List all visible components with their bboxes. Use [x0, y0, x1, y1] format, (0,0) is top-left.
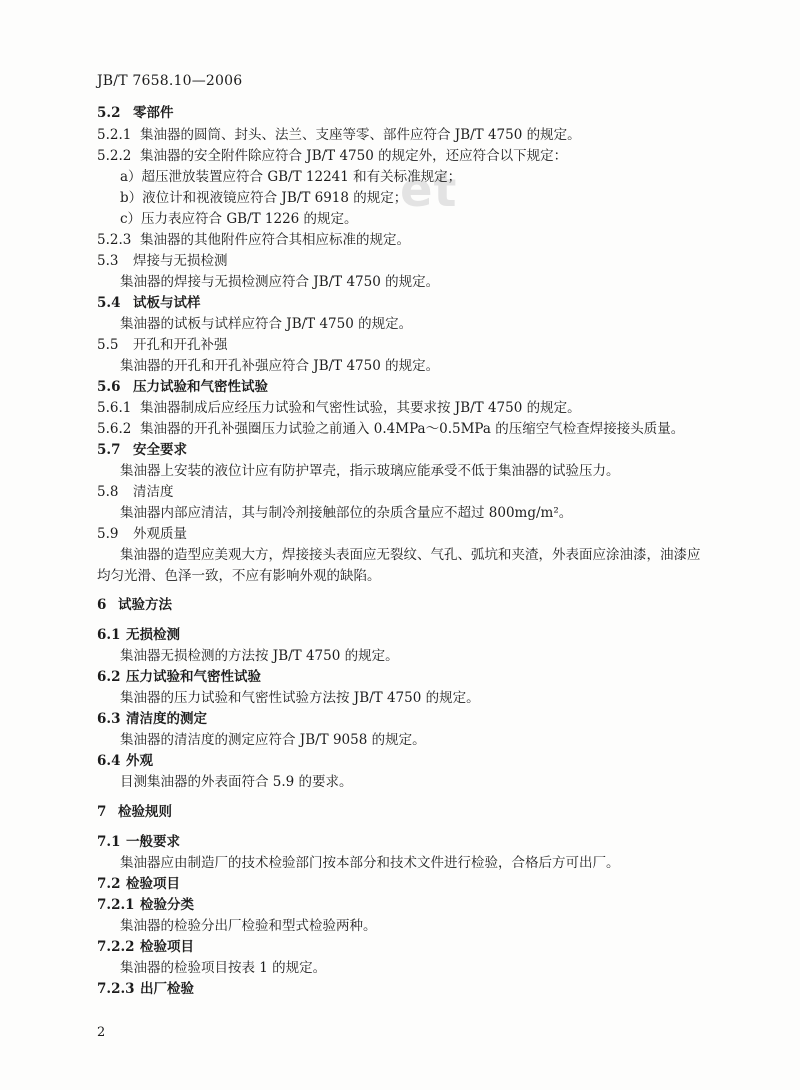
body-text-line: 集油器的压力试验和气密性试验方法按 JB/T 4750 的规定。 [120, 690, 480, 706]
clause-heading-text: 试验方法 [118, 597, 172, 613]
body-text-line: 集油器的清洁度的测定应符合 JB/T 9058 的规定。 [120, 732, 426, 748]
clause-number: 6 [97, 597, 107, 613]
body-text-line: 集油器的开孔和开孔补强应符合 JB/T 4750 的规定。 [120, 358, 440, 374]
page-number: 2 [97, 1025, 106, 1040]
clause-number: 5.6.2 [97, 421, 132, 437]
body-text-line: 集油器的试板与试样应符合 JB/T 4750 的规定。 [120, 316, 413, 332]
clause-number: 7.2.1 [97, 897, 135, 913]
clause-heading-text: 集油器的开孔补强圈压力试验之前通入 0.4MPa～0.5MPa 的压缩空气检查焊接接头质量。 [140, 421, 685, 437]
clause-heading-text: 清洁度的测定 [126, 711, 207, 727]
clause-number: 5.7 [97, 442, 121, 458]
clause-heading-text: 清洁度 [133, 484, 174, 500]
body-text-line: 集油器内部应清洁，其与制冷剂接触部位的杂质含量应不超过 800mg/m²。 [120, 505, 573, 521]
body-text-line: 集油器的造型应美观大方，焊接接头表面应无裂纹、气孔、弧坑和夹渣，外表面应涂油漆，油漆应 [120, 547, 701, 563]
clause-number: 6.1 [97, 627, 121, 643]
clause-heading-text: 无损检测 [126, 627, 180, 643]
clause-number: 5.2 [97, 105, 121, 121]
body-text-line: 集油器的检验分出厂检验和型式检验两种。 [120, 918, 377, 934]
body-text-line: 集油器上安装的液位计应有防护罩壳，指示玻璃应能承受不低于集油器的试验压力。 [120, 463, 620, 479]
clause-heading-text: 零部件 [133, 105, 174, 121]
body-text-line: 集油器无损检测的方法按 JB/T 4750 的规定。 [120, 648, 399, 664]
body-text-line: 集油器的检验项目按表 1 的规定。 [120, 960, 327, 976]
clause-heading-text: 检验项目 [140, 939, 194, 955]
clause-heading-text: 集油器的圆筒、封头、法兰、支座等零、部件应符合 JB/T 4750 的规定。 [140, 127, 581, 143]
clause-number: 5.5 [97, 337, 119, 353]
clause-number: 5.6 [97, 379, 121, 395]
clause-heading-text: 集油器的安全附件除应符合 JB/T 4750 的规定外，还应符合以下规定： [140, 148, 568, 164]
body-text-line: c）压力表应符合 GB/T 1226 的规定。 [120, 211, 358, 227]
clause-heading-text: 压力试验和气密性试验 [126, 669, 261, 685]
clause-heading-text: 检验项目 [126, 876, 180, 892]
body-text-line: 目测集油器的外表面符合 5.9 的要求。 [120, 774, 353, 790]
standard-code-header: JB/T 7658.10—2006 [97, 73, 243, 89]
clause-number: 5.6.1 [97, 400, 132, 416]
body-text-line: 集油器的焊接与无损检测应符合 JB/T 4750 的规定。 [120, 274, 440, 290]
clause-heading-text: 外观 [126, 753, 153, 769]
clause-number: 6.3 [97, 711, 121, 727]
clause-number: 5.8 [97, 484, 119, 500]
clause-number: 5.2.3 [97, 232, 132, 248]
clause-heading-text: 试板与试样 [133, 295, 201, 311]
clause-heading-text: 检验规则 [118, 804, 172, 820]
clause-heading-text: 焊接与无损检测 [133, 253, 228, 269]
clause-heading-text: 开孔和开孔补强 [133, 337, 228, 353]
body-text-line: a）超压泄放装置应符合 GB/T 12241 和有关标准规定； [120, 169, 462, 185]
clause-number: 6.2 [97, 669, 121, 685]
clause-number: 7.2.3 [97, 981, 135, 997]
clause-heading-text: 一般要求 [126, 834, 180, 850]
clause-heading-text: 集油器制成后应经压力试验和气密性试验，其要求按 JB/T 4750 的规定。 [140, 400, 581, 416]
clause-number: 5.3 [97, 253, 119, 269]
clause-number: 7.2.2 [97, 939, 135, 955]
watermark: et [400, 162, 458, 218]
clause-heading-text: 安全要求 [133, 442, 187, 458]
clause-number: 5.9 [97, 526, 119, 542]
body-text-line: 均匀光滑、色泽一致，不应有影响外观的缺陷。 [97, 568, 381, 584]
clause-heading-text: 出厂检验 [140, 981, 194, 997]
clause-number: 7.2 [97, 876, 121, 892]
clause-number: 7 [97, 804, 107, 820]
clause-heading-text: 外观质量 [133, 526, 187, 542]
clause-number: 5.2.1 [97, 127, 132, 143]
clause-number: 7.1 [97, 834, 121, 850]
clause-number: 6.4 [97, 753, 121, 769]
body-text-line: b）液位计和视液镜应符合 JB/T 6918 的规定； [120, 190, 408, 206]
clause-number: 5.2.2 [97, 148, 132, 164]
clause-heading-text: 压力试验和气密性试验 [133, 379, 268, 395]
clause-heading-text: 检验分类 [140, 897, 194, 913]
clause-number: 5.4 [97, 295, 121, 311]
body-text-line: 集油器应由制造厂的技术检验部门按本部分和技术文件进行检验，合格后方可出厂。 [120, 855, 620, 871]
clause-heading-text: 集油器的其他附件应符合其相应标准的规定。 [140, 232, 410, 248]
